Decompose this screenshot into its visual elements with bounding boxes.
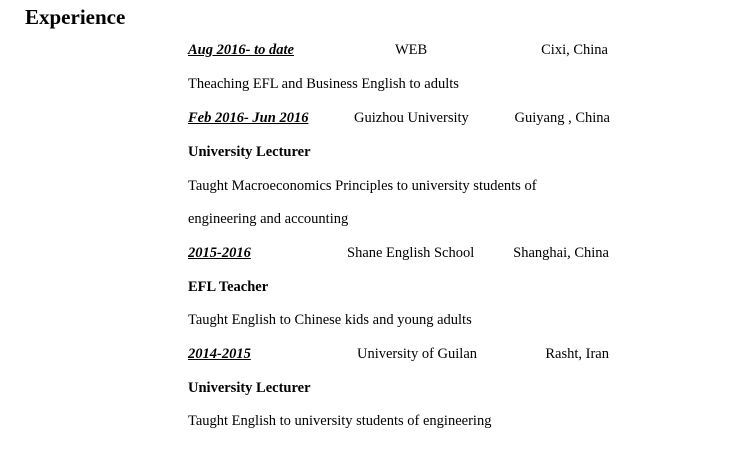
entry-3-header (188, 244, 251, 262)
entry-4-header (188, 345, 251, 363)
entry-organization: WEB (395, 42, 428, 58)
entry-organization: Guizhou University (354, 110, 469, 126)
entry-description: engineering and accounting (188, 211, 349, 227)
entry-location: Shanghai, China (513, 245, 609, 261)
entry-location: Guiyang , China (514, 110, 610, 126)
entry-role: University Lecturer (188, 380, 311, 396)
section-heading-experience: Experience (25, 5, 126, 29)
entry-organization: Shane English School (347, 245, 475, 261)
entry-description: Taught English to Chinese kids and young adults (188, 312, 472, 328)
entry-date: Feb 2016- Jun 2016 (188, 110, 309, 126)
entry-role: University Lecturer (188, 144, 311, 160)
entry-organization: University of Guilan (357, 346, 478, 362)
entry-location: Cixi, China (541, 42, 608, 58)
entry-date: 2015-2016 (188, 245, 251, 261)
entry-description: Taught Macroeconomics Principles to university students of (188, 178, 537, 194)
entry-date: Aug 2016- to date (188, 42, 294, 58)
entry-2-header (188, 109, 308, 127)
entry-role: EFL Teacher (188, 279, 269, 295)
entry-description: Theaching EFL and Business English to adults (188, 76, 459, 92)
entry-date: 2014-2015 (188, 346, 251, 362)
entry-location: Rasht, Iran (545, 346, 609, 362)
entry-description: Taught English to university students of engineering (188, 413, 492, 429)
